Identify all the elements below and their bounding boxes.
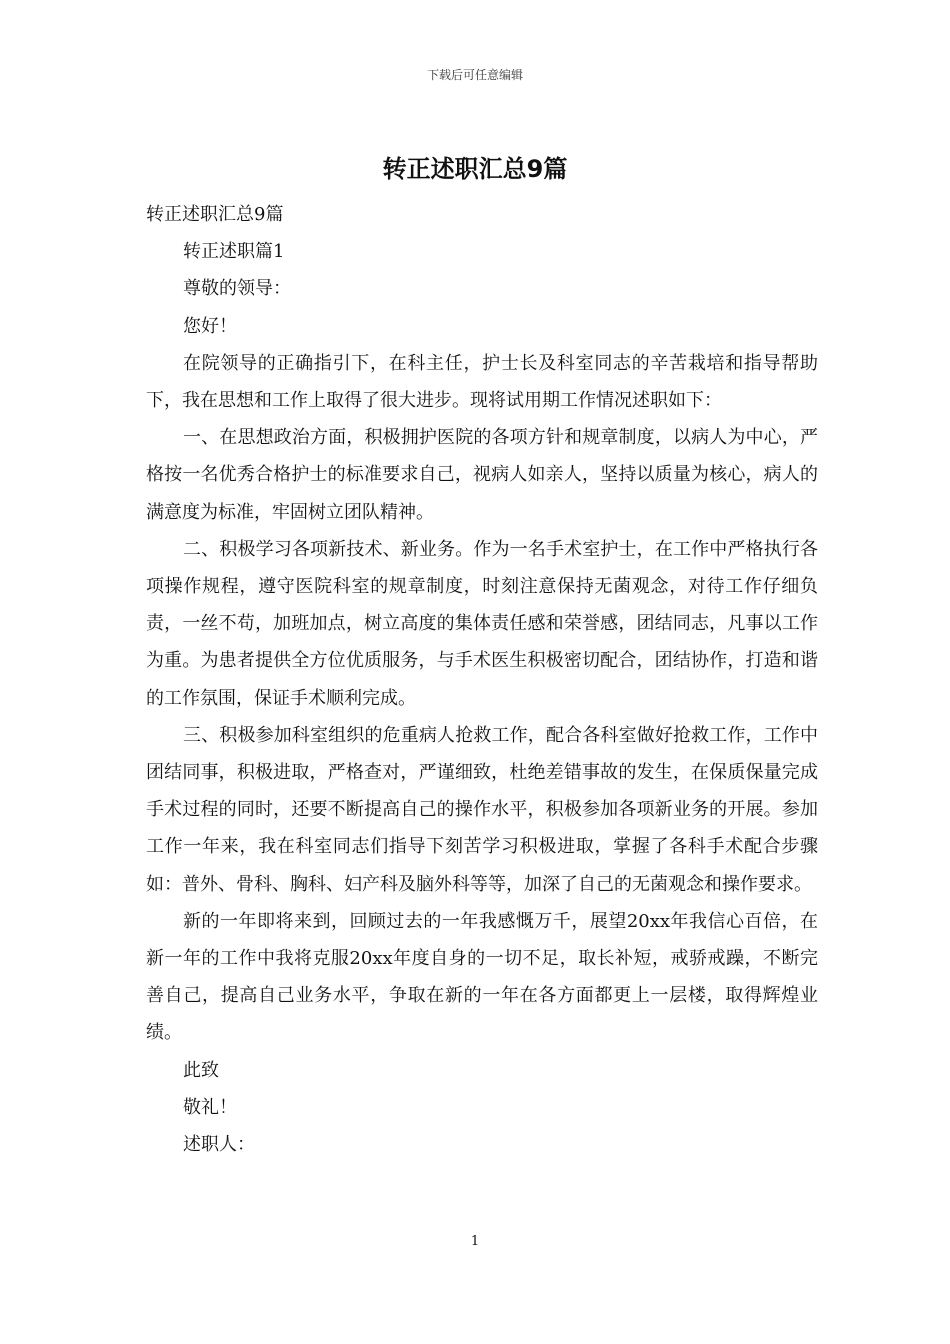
page-number: 1 xyxy=(470,1234,480,1249)
page-header-note: 下载后可任意编辑 xyxy=(426,68,523,82)
document-title: 转正述职汇总9篇 xyxy=(382,155,568,183)
body-paragraph: 新的一年即将来到，回顾过去的一年我感慨万千，展望20xx年我信心百倍，在新一年的工作中我将克服20xx年度自身的一切不足，取长补短，戒骄戒躁，不断完善自己，提高自己业务水平，争取在新的一年在各方面都更上一层楼，取得辉煌业绩。 xyxy=(146,910,818,1044)
salutation: 尊敬的领导： xyxy=(183,278,291,300)
document-body xyxy=(146,196,818,1163)
body-paragraph: 一、在思想政治方面，积极拥护医院的各项方针和规章制度，以病人为中心，严格按一名优秀合格护士的标准要求自己，视病人如亲人，坚持以质量为核心，病人的满意度为标准，牢固树立团队精神。 xyxy=(146,427,818,523)
greeting: 您好！ xyxy=(183,315,237,337)
closing-salute: 敬礼！ xyxy=(183,1096,237,1118)
section-heading: 转正述职篇1 xyxy=(183,241,285,263)
body-paragraph: 在院领导的正确指引下，在科主任，护士长及科室同志的辛苦栽培和指导帮助下，我在思想和工作上取得了很大进步。现将试用期工作情况述职如下： xyxy=(146,352,818,412)
body-paragraph: 二、积极学习各项新技术、新业务。作为一名手术室护士，在工作中严格执行各项操作规程，遵守医院科室的规章制度，时刻注意保持无菌观念，对待工作仔细负责，一丝不苟，加班加点，树立高度的集体责任感和荣誉感，团结同志，凡事以工作为重。为患者提供全方位优质服务，与手术医生积极密切配合，团结协作，打造和谐的工作氛围，保证手术顺利完成。 xyxy=(146,538,818,709)
closing-line: 此致 xyxy=(183,1059,219,1081)
signature-line: 述职人： xyxy=(183,1134,255,1156)
document-subtitle: 转正述职汇总9篇 xyxy=(146,204,284,225)
body-paragraph: 三、积极参加科室组织的危重病人抢救工作，配合各科室做好抢救工作，工作中团结同事，积极进取，严格查对，严谨细致，杜绝差错事故的发生，在保质保量完成手术过程的同时，还要不断提高自己的操作水平，积极参加各项新业务的开展。参加工作一年来，我在科室同志们指导下刻苦学习积极进取，掌握了各科手术配合步骤如：普外、骨科、胸科、妇产科及脑外科等等，加深了自己的无菌观念和操作要求。 xyxy=(146,724,818,895)
